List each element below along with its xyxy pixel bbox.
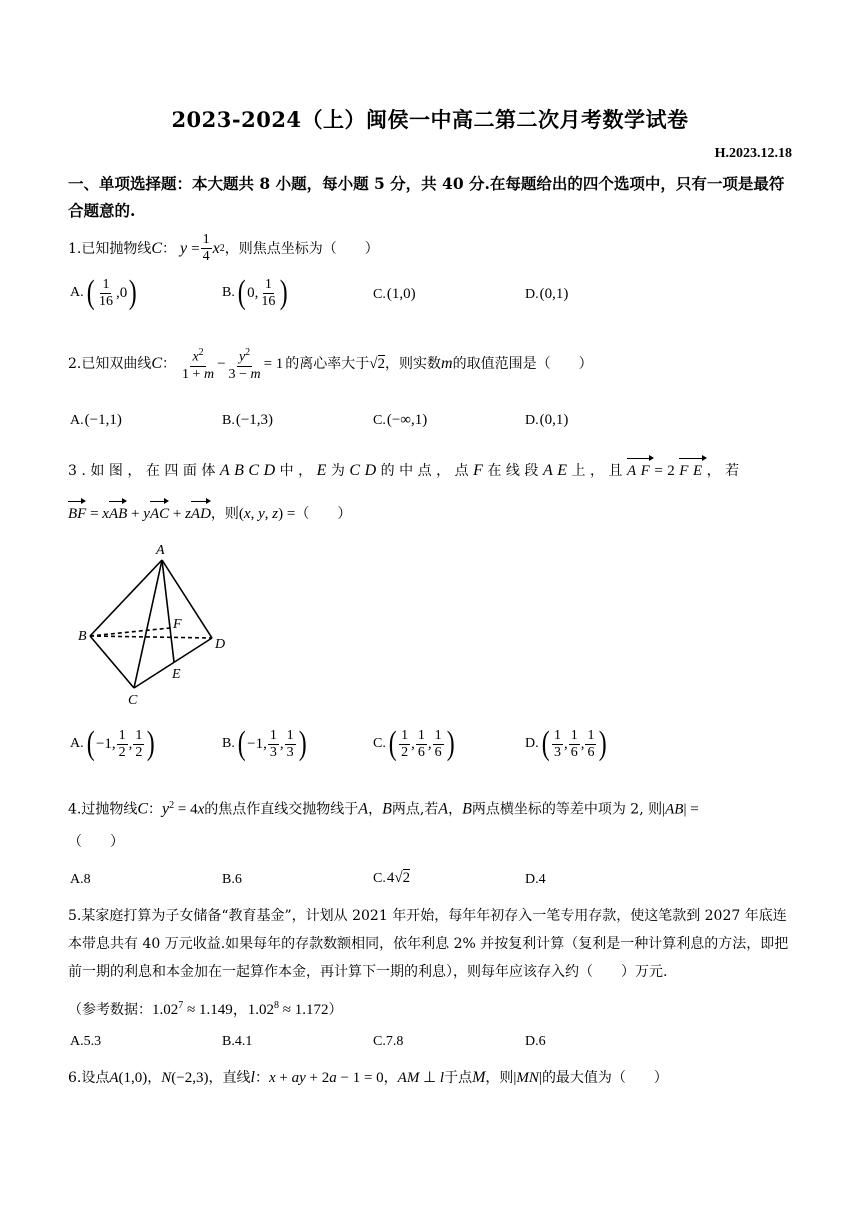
q3-option-b[interactable]: B. ( −1, $\frac{1}{3}$ , $\frac{1}{3}$ ) — [222, 725, 307, 762]
label-d: D — [215, 637, 226, 652]
question-1: 1.已知抛物线 C ： y = $\frac{1}{4}$ x 2 ，则焦点坐标为（ ） — [68, 232, 379, 264]
question-6: 6.设点A(1,0)，N(−2,3)，直线l：x + ay + 2a − 1 = 0，AM ⊥ l于点M，则|MN|的最大值为（ ） — [68, 1069, 668, 1086]
q1-stem-pre: 1.已知抛物线 — [68, 240, 152, 257]
q3-option-a[interactable]: A. ( −1, $\frac{1}{2}$ , $\frac{1}{2}$ ) — [70, 725, 156, 762]
q2-fraction-1: $\frac{x^2}{1 + m}$ — [182, 347, 215, 382]
exam-date: H.2023.12.18 — [714, 146, 792, 161]
q3-option-d[interactable]: D. ( $\frac{1}{3}$ , $\frac{1}{6}$ , $\frac{1}{6}$ ) — [525, 725, 608, 762]
q1-option-b[interactable]: B. ( 0, $\frac{1}{16}$ ) — [222, 274, 289, 311]
q2-option-c[interactable]: C. (−∞,1) — [373, 412, 428, 428]
section-heading: 一、单项选择题：本大题共 8 小题，每小题 5 分，共 40 分.在每题给出的四个选项中，只有一项是最符合题意的. — [68, 174, 785, 220]
q1-formula: y — [180, 239, 188, 257]
label-b: B — [78, 629, 87, 644]
question-4: 4.过抛物线C：$y^2 = 4x$的焦点作直线交抛物线于A，B两点,若A，B两点横坐标的等差中项为 2, 则|AB| = — [68, 800, 699, 818]
question-3-line1: 3.如图，在四面体ABCD中，E为CD的中点，点F在线段AE上，且AF=2FE，若 — [68, 462, 744, 479]
q2-option-a[interactable]: A. (−1,1) — [70, 412, 122, 428]
edge-bd-hidden — [90, 636, 212, 638]
edge-bc — [90, 636, 134, 688]
edge-ab — [90, 560, 162, 636]
page-title: 2023-2024（上）闽侯一中高二第二次月考数学试卷 — [171, 107, 689, 132]
q5-option-d[interactable]: D.6 — [525, 1034, 546, 1049]
question-5: 5.某家庭打算为子女储备“教育基金”，计划从 2021 年开始，每年年初存入一笔专用存款，使这笔款到 2027 年底连本带息共有 40 万元收益.如果每年的存款数额相同，依年利息 2% 并按复利计算（复利是一种计算利息的方法，即把前一期的利息和本金加在一起算作本金，再计算下一期的利息），则每年应该存入约（ ）万元. — [68, 908, 789, 980]
q2-option-b[interactable]: B. (−1,3) — [222, 412, 274, 428]
tetrahedron-figure — [74, 538, 234, 710]
q3-option-c[interactable]: C. ( $\frac{1}{2}$ , $\frac{1}{6}$ , $\frac{1}{6}$ ) — [373, 725, 455, 762]
edge-ac — [134, 560, 162, 688]
question-2: 2.已知双曲线 C ： $\frac{x^2}{1 + m}$ − $\frac{y^2}{3 - m}$ = 1 的离心率大于 √2 ，则实数 m 的取值范围是（ ） — [68, 347, 593, 382]
question-4-line2: （ ） — [68, 834, 124, 850]
q1-option-a[interactable]: A. ( $\frac{1}{16}$ ,0 ) — [70, 274, 137, 311]
q2-sqrt2: √2 — [369, 355, 386, 372]
edge-bf-hidden — [90, 628, 170, 636]
q5-option-b[interactable]: B.4.1 — [222, 1034, 253, 1049]
question-3-line2: BF = xAB + yAC + zAD，则(x, y, z) =（ ） — [68, 506, 352, 522]
q1-option-d[interactable]: D. (0,1) — [525, 286, 569, 302]
label-c: C — [128, 693, 138, 708]
q1-fraction: $\frac{1}{4}$ — [202, 232, 210, 264]
q4-option-b[interactable]: B.6 — [222, 872, 242, 887]
q4-option-d[interactable]: D.4 — [525, 872, 546, 887]
q2-fraction-2: $\frac{y^2}{3 - m}$ — [228, 347, 261, 382]
q1-stem-post: ，则焦点坐标为（ ） — [224, 240, 379, 257]
q5-option-c[interactable]: C.7.8 — [373, 1034, 404, 1049]
q1-curve-name: C — [151, 239, 163, 257]
q2-option-d[interactable]: D. (0,1) — [525, 412, 569, 428]
question-5-reference: （参考数据：$1.02^7 \approx 1.149$，$1.02^8 \approx 1.172$） — [68, 1000, 343, 1018]
q5-option-a[interactable]: A.5.3 — [70, 1034, 102, 1049]
label-f: F — [173, 617, 182, 632]
q4-option-c[interactable]: C. 4√2 — [373, 870, 411, 886]
q4-option-a[interactable]: A.8 — [70, 872, 91, 887]
label-a: A — [156, 543, 165, 558]
label-e: E — [172, 667, 181, 682]
q1-option-c[interactable]: C. (1,0) — [373, 286, 416, 302]
